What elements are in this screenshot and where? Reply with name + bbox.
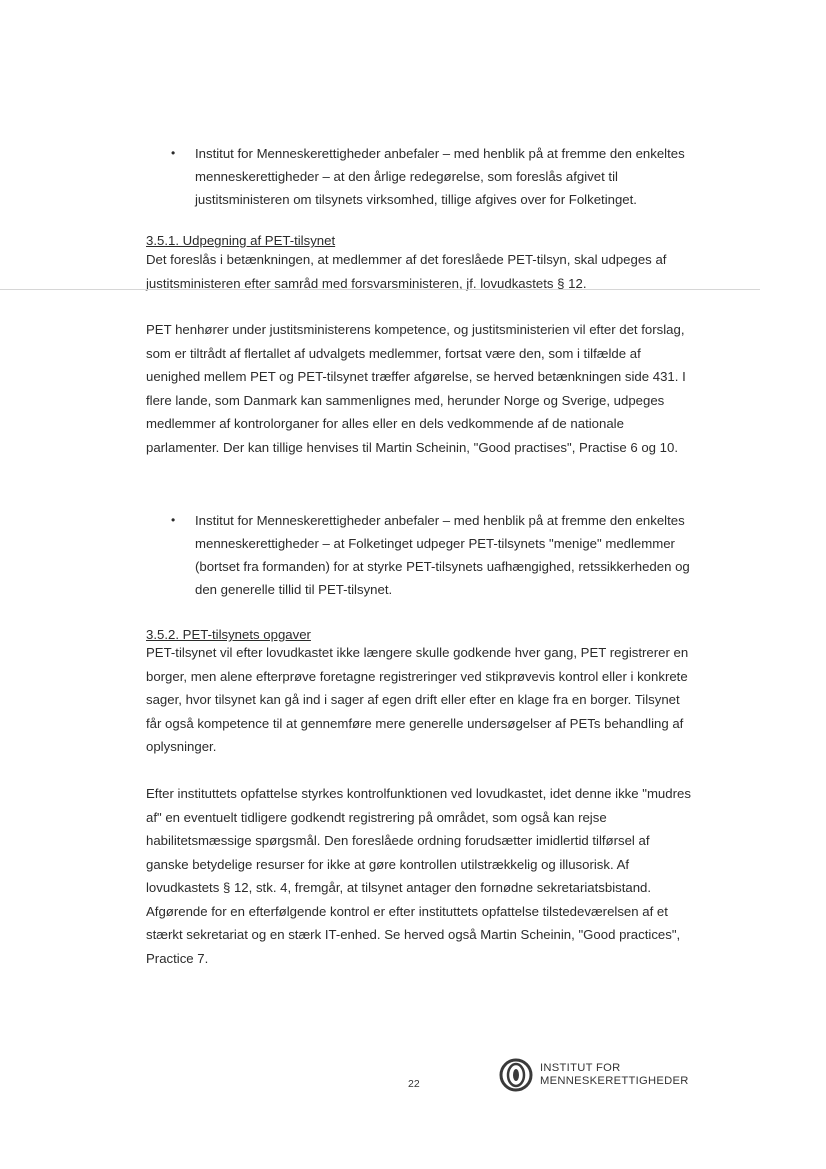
bullet-text: Institut for Menneskerettigheder anbefaler – med henblik på at fremme den enkeltes menneskerettigheder – at den årlige redegørelse, som foreslås afgivet til justitsministeren om tilsynets virksomhed, tillige afgives over for Folketinget. <box>195 146 685 207</box>
paragraph-3-5-1-intro <box>146 248 694 295</box>
paragraph-3-5-2-body <box>146 782 694 970</box>
paragraph-text: Det foreslås i betænkningen, at medlemmer af det foreslåede PET-tilsyn, skal udpeges af justitsministeren efter samråd med forsvarsministeren, jf. lovudkastets § 12. <box>146 252 667 291</box>
paragraph-text: PET henhører under justitsministerens kompetence, og justitsministerien vil efter det forslag, som er tiltrådt af flertallet af udvalgets medlemmer, fortsat være den, som i tilfælde af uenighed mellem PET og PET-tilsynet træffer afgørelse, se herved betænkningen side 431. I flere lande, som Danmark kan sammenlignes med, herunder Norge og Sverige, udpeges medlemmer af kontrolorganer for alles eller en dels vedkommende af de nationale parlamenter. Der kan tillige henvises til Martin Scheinin, "Good practises", Practise 6 og 10. <box>146 322 686 455</box>
scan-divider-line <box>0 289 760 290</box>
recommendation-bullet-1 <box>171 142 695 211</box>
paragraph-text: Efter instituttets opfattelse styrkes kontrolfunktionen ved lovudkastet, idet denne ikke "mudres af" en eventuelt tidligere godkendt registrering på området, som også kan rejse habilitetsmæssige spørgsmål. Den foreslåede ordning forudsætter imidlertid tilførsel af ganske betydelige resurser for ikke at gøre kontrollen utilstrækkelig og illusorisk. Af lovudkastets § 12, stk. 4, fremgår, at tilsynet antager den fornødne sekretariatsbistand. Afgørende for en efterfølgende kontrol er efter instituttets opfattelse tilstedeværelsen af et stærkt sekretariat og en stærk IT-enhed. Se herved også Martin Scheinin, "Good practices", Practice 7. <box>146 786 691 966</box>
institute-logo <box>498 1057 689 1093</box>
paragraph-3-5-2-intro <box>146 641 694 759</box>
section-heading-3-5-1: 3.5.1. Udpegning af PET-tilsynet <box>146 233 336 248</box>
institute-logo-text <box>540 1062 689 1088</box>
logo-line-2: MENNESKERETTIGHEDER <box>540 1075 689 1087</box>
institute-logo-icon <box>498 1057 534 1093</box>
paragraph-3-5-1-body <box>146 318 694 459</box>
bullet-icon: • <box>171 146 176 160</box>
paragraph-text: PET-tilsynet vil efter lovudkastet ikke længere skulle godkende hver gang, PET registrerer en borger, men alene efterprøve foretagne registreringer ved stikprøvevis kontrol eller i konkrete sager, hvor tilsynet kan gå ind i sager af egen drift eller efter en klage fra en borger. Tilsynet får også kompetence til at gennemføre mere generelle undersøgelser af PETs behandling af oplysninger. <box>146 645 689 754</box>
recommendation-bullet-2 <box>171 509 695 601</box>
page-number: 22 <box>408 1078 420 1090</box>
section-heading-3-5-2: 3.5.2. PET-tilsynets opgaver <box>146 627 311 642</box>
bullet-text: Institut for Menneskerettigheder anbefaler – med henblik på at fremme den enkeltes menneskerettigheder – at Folketinget udpeger PET-tilsynets "menige" medlemmer (bortset fra formanden) for at styrke PET-tilsynets uafhængighed, retssikkerheden og den generelle tillid til PET-tilsynet. <box>195 513 690 597</box>
logo-line-1: INSTITUT FOR <box>540 1062 621 1074</box>
bullet-icon: • <box>171 513 176 527</box>
